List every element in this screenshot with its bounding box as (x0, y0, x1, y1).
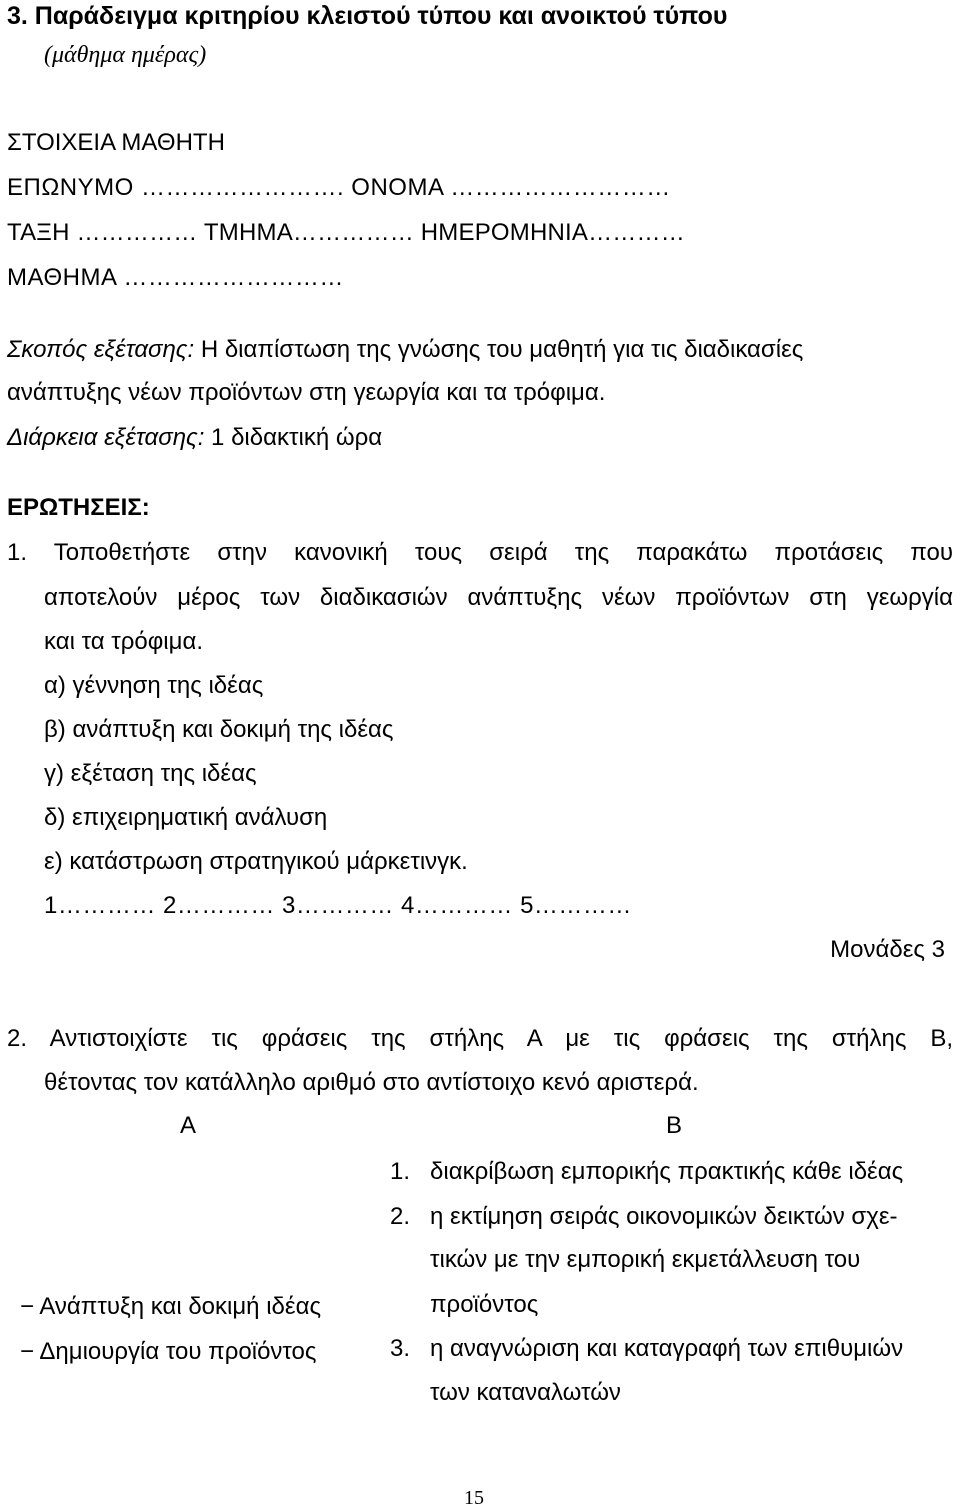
page-number: 15 (464, 1487, 484, 1509)
column-b-item-text: των καταναλωτών (430, 1379, 621, 1406)
q1-line-3: και τα τρόφιμα. (44, 628, 204, 655)
column-a-item: − Ανάπτυξη και δοκιμή ιδέας (20, 1293, 322, 1320)
column-b-header: Β (666, 1112, 683, 1139)
q1-points: Μονάδες 3 (830, 936, 945, 963)
column-b-item-text: προϊόντος (430, 1291, 539, 1318)
q2-line-1: 2. Αντιστοιχίστε τις φράσεις της στήλης Α με τις φράσεις της στήλης Β, (7, 1025, 953, 1052)
student-name-line: ΕΠΩΝΥΜΟ ……………………. ΟΝΟΜΑ ……………………… (7, 174, 671, 201)
q1-option: γ) εξέταση της ιδέας (44, 760, 257, 787)
q1-option: δ) επιχειρηματική ανάλυση (44, 804, 328, 831)
column-b-item-text: διακρίβωση εμπορικής πρακτικής κάθε ιδέας (430, 1158, 904, 1185)
column-b-item-text: τικών με την εμπορική εκμετάλλευση του (430, 1246, 861, 1273)
section-title: 3. Παράδειγμα κριτηρίου κλειστού τύπου και ανοικτού τύπου (7, 2, 728, 30)
q1-option: ε) κατάστρωση στρατηγικού μάρκετινγκ. (44, 848, 468, 875)
q2-line-2: θέτοντας τον κατάλληλο αριθμό στο αντίστοιχο κενό αριστερά. (44, 1069, 699, 1096)
exam-purpose-line-1 (7, 338, 803, 362)
exam-purpose-label: Σκοπός εξέτασης: (7, 336, 195, 363)
column-a-item: − Δημιουργία του προϊόντος (20, 1338, 317, 1365)
student-class-line: ΤΑΞΗ …………… ΤΜΗΜΑ…………… ΗΜΕΡΟΜΗΝΙΑ………… (7, 219, 685, 246)
column-b-item-number: 3. (390, 1335, 411, 1362)
column-b-item-number: 1. (390, 1158, 411, 1185)
column-a-header: Α (180, 1112, 197, 1139)
section-subtitle: (μάθημα ημέρας) (44, 42, 207, 68)
column-b-item-text: η εκτίμηση σειράς οικονομικών δεικτών σχε- (430, 1203, 898, 1230)
questions-heading: ΕΡΩΤΗΣΕΙΣ: (7, 494, 150, 521)
exam-purpose-text: Η διαπίστωση της γνώσης του μαθητή για τις διαδικασίες (194, 336, 804, 363)
q1-option: α) γέννηση της ιδέας (44, 672, 264, 699)
column-b-item-number: 2. (390, 1203, 411, 1230)
exam-purpose-line-2: ανάπτυξης νέων προϊόντων στη γεωργία και τα τρόφιμα. (7, 379, 606, 406)
q1-option: β) ανάπτυξη και δοκιμή της ιδέας (44, 716, 394, 743)
exam-duration-text: 1 διδακτική ώρα (204, 424, 383, 451)
q1-order-blanks: 1………… 2………… 3………… 4………… 5………… (44, 892, 632, 919)
q1-line-1: 1. Τοποθετήστε στην κανονική τους σειρά της παρακάτω προτάσεις που (7, 539, 953, 566)
q1-line-2: αποτελούν μέρος των διαδικασιών ανάπτυξης νέων προϊόντων στη γεωργία (44, 584, 953, 611)
exam-duration-line (7, 426, 382, 450)
column-b-item-text: η αναγνώριση και καταγραφή των επιθυμιών (430, 1335, 904, 1362)
student-details-heading: ΣΤΟΙΧΕΙΑ ΜΑΘΗΤΗ (7, 129, 225, 156)
exam-duration-label: Διάρκεια εξέτασης: (7, 424, 205, 451)
student-subject-line: ΜΑΘΗΜΑ ……………………… (7, 264, 344, 291)
